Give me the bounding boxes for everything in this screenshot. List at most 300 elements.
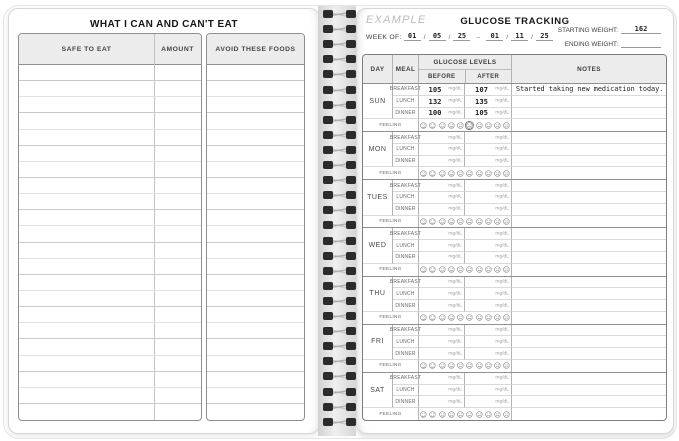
after-value-cell <box>465 144 512 156</box>
unit-label: mg/dL <box>448 146 462 152</box>
unit-label: mg/dL <box>495 86 509 92</box>
empty-row <box>207 323 304 339</box>
unit-label: mg/dL <box>448 194 462 200</box>
empty-row <box>207 178 304 194</box>
before-value: 100 <box>428 108 442 118</box>
feeling-face-icon-7 <box>475 216 484 227</box>
feeling-face-icon-4 <box>447 312 456 323</box>
before-value-cell <box>419 180 465 192</box>
ending-weight-value <box>621 47 661 48</box>
feeling-face-icon-5 <box>456 409 465 420</box>
feeling-face-icon-8 <box>484 264 493 275</box>
meal-label: LUNCH <box>393 336 419 348</box>
after-value: 135 <box>475 96 488 106</box>
unit-label: mg/dL <box>448 279 462 285</box>
note-cell <box>512 240 666 252</box>
empty-row <box>207 259 304 275</box>
after-value-cell <box>465 348 512 360</box>
unit-label: mg/dL <box>495 158 509 164</box>
after-value-cell <box>465 373 512 385</box>
meal-label: BREAKFAST <box>393 132 419 144</box>
feeling-face-icon-9 <box>493 360 502 371</box>
note-cell <box>512 312 666 324</box>
before-value-cell <box>419 252 465 264</box>
day-label: SAT <box>363 373 393 408</box>
unit-label: mg/dL <box>495 243 509 249</box>
before-value-cell <box>419 204 465 216</box>
unit-label: mg/dL <box>448 135 462 141</box>
feeling-scale <box>419 360 512 372</box>
feeling-face-icon-2 <box>428 312 437 323</box>
unit-label: mg/dL <box>495 231 509 237</box>
day-label: SUN <box>363 84 393 119</box>
feeling-label: FEELING <box>363 167 419 179</box>
after-value-cell <box>465 325 512 337</box>
empty-row <box>19 97 201 113</box>
empty-row <box>207 65 304 81</box>
feeling-face-icon-5 <box>456 264 465 275</box>
before-value: 105 <box>428 84 442 94</box>
feeling-face-icon-4 <box>447 264 456 275</box>
after-value-cell <box>465 192 512 204</box>
avoid-foods-column-header: AVOID THESE FOODS <box>215 45 296 53</box>
note-cell <box>512 228 666 240</box>
empty-row <box>19 388 201 404</box>
before-value-cell <box>419 348 465 360</box>
after-value-cell <box>465 180 512 192</box>
feeling-face-icon-7 <box>475 360 484 371</box>
empty-row <box>19 146 201 162</box>
meal-label: DINNER <box>393 348 419 360</box>
before-value-cell <box>419 84 465 96</box>
empty-row <box>19 65 201 81</box>
empty-row <box>207 307 304 323</box>
note-cell <box>512 144 666 156</box>
spiral-coil-icon <box>316 53 358 65</box>
empty-row <box>19 323 201 339</box>
meal-label: BREAKFAST <box>393 277 419 289</box>
avoid-foods-table <box>206 33 305 421</box>
feeling-face-icon-1 <box>419 168 428 179</box>
unit-label: mg/dL <box>495 279 509 285</box>
empty-row <box>207 388 304 404</box>
meal-label: LUNCH <box>393 144 419 156</box>
day-label: FRI <box>363 325 393 360</box>
feeling-face-icon-10 <box>502 409 511 420</box>
meal-label: LUNCH <box>393 192 419 204</box>
spiral-coil-icon <box>316 68 358 80</box>
empty-row <box>19 356 201 372</box>
before-value-cell <box>419 96 465 108</box>
after-value-cell <box>465 204 512 216</box>
avoid-table-header <box>207 34 304 65</box>
before-value-cell <box>419 156 465 168</box>
starting-weight-label: STARTING WEIGHT: <box>557 27 618 34</box>
unit-label: mg/dL <box>448 206 462 212</box>
feeling-face-icon-2 <box>428 168 437 179</box>
feeling-face-icon-1 <box>419 264 428 275</box>
unit-label: mg/dL <box>448 375 462 381</box>
unit-label: mg/dL <box>495 98 509 104</box>
unit-label: mg/dL <box>448 351 462 357</box>
feeling-face-icon-4 <box>447 216 456 227</box>
feeling-face-icon-4 <box>447 360 456 371</box>
feeling-label: FEELING <box>363 119 419 131</box>
meal-label: LUNCH <box>393 385 419 397</box>
spiral-coil-icon <box>316 416 358 428</box>
empty-row <box>19 275 201 291</box>
unit-label: mg/dL <box>495 351 509 357</box>
feeling-face-icon-1 <box>419 120 428 131</box>
feeling-scale <box>419 312 512 324</box>
unit-label: mg/dL <box>495 387 509 393</box>
note-cell <box>512 252 666 264</box>
feeling-face-icon-10 <box>502 264 511 275</box>
unit-label: mg/dL <box>495 135 509 141</box>
feeling-face-icon-9 <box>493 120 502 131</box>
feeling-scale <box>419 167 512 179</box>
feeling-face-icon-9 <box>493 216 502 227</box>
feeling-face-icon-3 <box>438 264 447 275</box>
feeling-face-icon-9 <box>493 168 502 179</box>
before-value-cell <box>419 132 465 144</box>
note-cell <box>512 373 666 385</box>
date-separator: / <box>423 34 426 41</box>
empty-row <box>207 275 304 291</box>
feeling-face-icon-5 <box>456 312 465 323</box>
day-block-sat <box>363 372 666 420</box>
unit-label: mg/dL <box>495 254 509 260</box>
feeling-face-icon-10 <box>502 216 511 227</box>
spiral-coil-icon <box>316 386 358 398</box>
meal-label: DINNER <box>393 300 419 312</box>
spiral-coil-icon <box>316 84 358 96</box>
unit-label: mg/dL <box>448 254 462 260</box>
before-value-cell <box>419 240 465 252</box>
note-cell <box>512 396 666 408</box>
empty-row <box>207 243 304 259</box>
before-value-cell <box>419 144 465 156</box>
feeling-face-icon-7 <box>475 264 484 275</box>
feeling-face-icon-8 <box>484 312 493 323</box>
after-value-cell <box>465 277 512 289</box>
meal-label: DINNER <box>393 252 419 264</box>
feeling-face-icon-2 <box>428 264 437 275</box>
unit-label: mg/dL <box>495 327 509 333</box>
before-value-cell <box>419 288 465 300</box>
feeling-face-icon-7 <box>475 120 484 131</box>
empty-row <box>19 162 201 178</box>
feeling-face-icon-6 <box>465 360 474 371</box>
unit-label: mg/dL <box>495 339 509 345</box>
empty-row <box>19 226 201 242</box>
amount-column-header: AMOUNT <box>161 45 194 53</box>
day-block-wed <box>363 227 666 275</box>
feeling-face-icon-4 <box>447 120 456 131</box>
glucose-table <box>362 54 667 421</box>
after-value-cell <box>465 228 512 240</box>
feeling-face-icon-5 <box>456 216 465 227</box>
unit-label: mg/dL <box>448 183 462 189</box>
empty-row <box>207 226 304 242</box>
empty-row <box>207 81 304 97</box>
meal-label: LUNCH <box>393 96 419 108</box>
feeling-label: FEELING <box>363 312 419 324</box>
unit-label: mg/dL <box>448 387 462 393</box>
empty-row <box>19 243 201 259</box>
safe-table-rows <box>19 65 201 419</box>
spiral-coil-icon <box>316 340 358 352</box>
note-cell <box>512 204 666 216</box>
week-end-year: 25 <box>536 32 553 41</box>
after-value-cell <box>465 288 512 300</box>
meal-label: DINNER <box>393 108 419 120</box>
before-value-cell <box>419 228 465 240</box>
feeling-face-icon-10 <box>502 168 511 179</box>
empty-row <box>19 291 201 307</box>
feeling-face-icon-6 <box>465 216 474 227</box>
week-end-day: 11 <box>511 32 528 41</box>
week-start-year: 25 <box>453 32 470 41</box>
after-value-cell <box>465 156 512 168</box>
before-value-cell <box>419 108 465 120</box>
note-cell <box>512 360 666 372</box>
weight-fields <box>558 25 661 55</box>
after-value-cell <box>465 336 512 348</box>
date-separator: / <box>506 34 509 41</box>
feeling-face-icon-3 <box>438 312 447 323</box>
note-cell <box>512 192 666 204</box>
empty-row <box>19 130 201 146</box>
unit-label: mg/dL <box>448 98 462 104</box>
note-cell <box>512 408 666 420</box>
left-page-title: WHAT I CAN AND CAN'T EAT <box>90 19 238 30</box>
unit-label: mg/dL <box>448 231 462 237</box>
spiral-coil-icon <box>316 235 358 247</box>
left-page <box>8 8 320 434</box>
day-block-fri <box>363 324 666 372</box>
week-start-month: 01 <box>404 32 421 41</box>
week-start-day: 05 <box>429 32 446 41</box>
feeling-face-icon-7 <box>475 312 484 323</box>
note-cell <box>512 348 666 360</box>
meal-label: BREAKFAST <box>393 84 419 96</box>
after-value-cell <box>465 132 512 144</box>
feeling-face-icon-2 <box>428 120 437 131</box>
feeling-face-icon-2 <box>428 360 437 371</box>
spiral-coil-icon <box>316 250 358 262</box>
day-label: MON <box>363 132 393 167</box>
ending-weight-label: ENDING WEIGHT: <box>564 41 618 48</box>
spiral-coil-icon <box>316 355 358 367</box>
glucose-table-header <box>363 55 666 83</box>
day-block-mon <box>363 131 666 179</box>
feeling-scale <box>419 119 512 131</box>
feeling-face-icon-7 <box>475 168 484 179</box>
after-value: 107 <box>475 84 488 94</box>
feeling-face-icon-9 <box>493 409 502 420</box>
feeling-face-icon-5 <box>456 168 465 179</box>
before-value-cell <box>419 192 465 204</box>
spiral-coil-icon <box>316 265 358 277</box>
spiral-coil-icon <box>316 23 358 35</box>
before-value-cell <box>419 325 465 337</box>
empty-row <box>19 210 201 226</box>
unit-label: mg/dL <box>495 303 509 309</box>
empty-row <box>207 130 304 146</box>
empty-row <box>207 97 304 113</box>
glucose-tracking-title: GLUCOSE TRACKING <box>460 16 570 27</box>
empty-row <box>19 178 201 194</box>
meal-label: BREAKFAST <box>393 325 419 337</box>
unit-label: mg/dL <box>495 110 509 116</box>
spiral-coil-icon <box>316 38 358 50</box>
note-cell <box>512 277 666 289</box>
after-value-cell <box>465 240 512 252</box>
after-value-cell <box>465 300 512 312</box>
feeling-face-icon-7 <box>475 409 484 420</box>
before-value-cell <box>419 373 465 385</box>
note-cell <box>512 180 666 192</box>
note-text: Started taking new medication today. <box>516 85 664 94</box>
empty-row <box>207 113 304 129</box>
empty-row <box>19 372 201 388</box>
empty-row <box>19 259 201 275</box>
feeling-face-icon-9 <box>493 264 502 275</box>
empty-row <box>19 113 201 129</box>
ending-weight-row <box>558 41 661 48</box>
note-cell <box>512 216 666 228</box>
feeling-face-icon-10 <box>502 120 511 131</box>
unit-label: mg/dL <box>495 375 509 381</box>
feeling-face-icon-6 <box>465 409 474 420</box>
safe-to-eat-table <box>18 33 202 421</box>
feeling-face-icon-9 <box>493 312 502 323</box>
week-end-month: 01 <box>486 32 503 41</box>
note-cell <box>512 108 666 120</box>
spiral-coil-icon <box>316 99 358 111</box>
feeling-face-icon-8 <box>484 360 493 371</box>
before-value-cell <box>419 300 465 312</box>
example-watermark: EXAMPLE <box>366 14 427 26</box>
feeling-face-icon-4 <box>447 409 456 420</box>
feeling-label: FEELING <box>363 360 419 372</box>
unit-label: mg/dL <box>495 206 509 212</box>
spiral-coil-icon <box>316 8 358 20</box>
day-label: TUES <box>363 180 393 215</box>
right-page <box>356 8 674 434</box>
feeling-scale <box>419 264 512 276</box>
feeling-face-icon-3 <box>438 120 447 131</box>
day-block-sun <box>363 83 666 131</box>
empty-row <box>19 307 201 323</box>
note-cell <box>512 119 666 131</box>
feeling-label: FEELING <box>363 264 419 276</box>
meal-label: DINNER <box>393 396 419 408</box>
glucose-days <box>363 83 666 420</box>
meal-label: DINNER <box>393 204 419 216</box>
feeling-face-icon-6 <box>465 168 474 179</box>
after-value: 105 <box>475 108 488 118</box>
empty-row <box>207 291 304 307</box>
empty-row <box>19 404 201 419</box>
empty-row <box>207 210 304 226</box>
date-separator: / <box>531 34 533 41</box>
unit-label: mg/dL <box>448 86 462 92</box>
safe-to-eat-column-header: SAFE TO EAT <box>61 45 112 53</box>
empty-row <box>19 194 201 210</box>
spiral-coil-icon <box>316 325 358 337</box>
feeling-face-icon-1 <box>419 409 428 420</box>
spiral-binding <box>316 0 358 441</box>
day-block-tues <box>363 179 666 227</box>
after-value-cell <box>465 385 512 397</box>
feeling-face-icon-1 <box>419 360 428 371</box>
note-cell <box>512 300 666 312</box>
empty-row <box>207 372 304 388</box>
spiral-coil-icon <box>316 114 358 126</box>
starting-weight-value: 162 <box>621 25 661 34</box>
before-value: 132 <box>428 96 442 106</box>
feeling-face-icon-6 <box>465 264 474 275</box>
feeling-face-icon-2 <box>428 409 437 420</box>
note-cell <box>512 264 666 276</box>
after-value-cell <box>465 396 512 408</box>
date-separator: / <box>448 34 451 41</box>
note-cell <box>512 96 666 108</box>
note-cell <box>512 336 666 348</box>
note-cell <box>512 288 666 300</box>
unit-label: mg/dL <box>495 399 509 405</box>
meal-label: DINNER <box>393 156 419 168</box>
feeling-face-icon-3 <box>438 216 447 227</box>
before-value-cell <box>419 385 465 397</box>
feeling-face-icon-3 <box>438 360 447 371</box>
feeling-face-icon-8 <box>484 168 493 179</box>
empty-row <box>207 162 304 178</box>
day-label: THU <box>363 277 393 312</box>
spiral-coil-icon <box>316 174 358 186</box>
spiral-coil-icon <box>316 204 358 216</box>
feeling-scale <box>419 216 512 228</box>
feeling-face-icon-3 <box>438 168 447 179</box>
starting-weight-row <box>558 25 661 34</box>
feeling-face-icon-6 <box>465 312 474 323</box>
spiral-coil-icon <box>316 370 358 382</box>
notes-column-header: NOTES <box>577 65 601 73</box>
safe-table-header <box>19 34 201 65</box>
feeling-face-icon-2 <box>428 216 437 227</box>
unit-label: mg/dL <box>495 146 509 152</box>
before-after-header-row <box>419 70 511 83</box>
empty-row <box>207 194 304 210</box>
week-of-row <box>366 32 553 41</box>
empty-row <box>19 81 201 97</box>
empty-row <box>19 339 201 355</box>
after-value-cell <box>465 96 512 108</box>
feeling-face-icon-3 <box>438 409 447 420</box>
spiral-coil-icon <box>316 189 358 201</box>
spiral-coil-icon <box>316 144 358 156</box>
unit-label: mg/dL <box>448 303 462 309</box>
note-cell <box>512 132 666 144</box>
week-of-label: WEEK OF: <box>366 34 402 41</box>
unit-label: mg/dL <box>495 183 509 189</box>
unit-label: mg/dL <box>448 399 462 405</box>
before-value-cell <box>419 277 465 289</box>
unit-label: mg/dL <box>448 110 462 116</box>
feeling-face-icon-4 <box>447 168 456 179</box>
